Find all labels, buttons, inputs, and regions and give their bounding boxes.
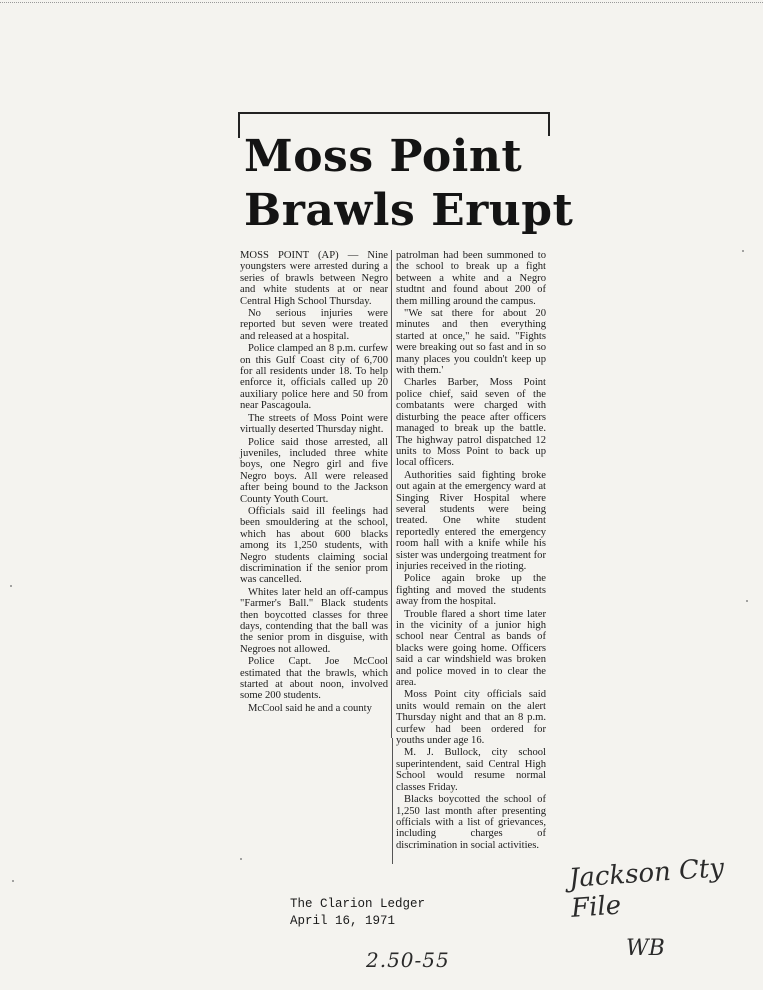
article-paragraph: Police clamped an 8 p.m. curfew on this Gulf Coast city of 6,700 for all residents under 18. To help enforce it, officials called up 20 auxiliary police here and 50 from near Pascagoula.: [240, 343, 388, 412]
article-paragraph: Police Capt. Joe McCool estimated that the brawls, which started at about noon, involved some 200 students.: [240, 656, 388, 702]
clipping-top-border: [238, 112, 550, 114]
article-paragraph: McCool said he and a county: [248, 702, 372, 714]
headline: [244, 130, 574, 238]
scan-speck: [12, 880, 14, 882]
article-paragraph: patrolman had been summoned to the school to break up a fight between a white and a Negro studtnt and found about 200 of them milling around the campus.: [396, 250, 546, 307]
article-paragraph: No serious injuries were reported but seven were treated and released at a hospital.: [240, 308, 388, 342]
handwritten-code: 2.50-55: [366, 948, 450, 972]
article-left-column: [240, 250, 388, 715]
article-paragraph: Police again broke up the fighting and moved the students away from the hospital.: [396, 573, 546, 608]
article-paragraph: The streets of Moss Point were virtually deserted Thursday night.: [240, 412, 388, 436]
scan-speck: [746, 600, 748, 602]
article-right-column: [396, 250, 546, 852]
headline-line-1: Moss Point: [244, 131, 523, 182]
article-paragraph: MOSS POINT (AP) — Nine youngsters were arrested during a series of brawls between Negro and white students at or near Central High School Thursday.: [240, 250, 388, 307]
column-divider: [391, 250, 392, 738]
headline-line-2: Brawls Erupt: [244, 185, 574, 236]
handwritten-file-note: Jackson Cty File: [568, 853, 725, 924]
scan-speck: [742, 250, 744, 252]
clipping-left-border: [238, 112, 240, 138]
article-paragraph: Blacks boycotted the school of 1,250 last month after presenting officials with a list of grievances, including charges of discrimination in social activities.: [396, 794, 546, 851]
article-paragraph: Officials said ill feelings had been smouldering at the school, which has about 600 blacks among its 1,250 students, with Negro students claiming social discrimination if the senior prom was cancelled.: [240, 505, 388, 586]
handwritten-initials: WB: [626, 936, 665, 961]
scan-speck: [240, 858, 242, 860]
article-paragraph: Charles Barber, Moss Point police chief, said seven of the combatants were charged with disturbing the peace after officers managed to break up the battle. The highway patrol dispatched 12 units to Moss Point to back up local officers.: [396, 377, 546, 469]
source-citation: [290, 896, 425, 930]
article-paragraph: Moss Point city officials said units would remain on the alert Thursday night and that an 8 p.m. curfew had been ordered for youths under age 16.: [396, 689, 546, 747]
article-paragraph: Police said those arrested, all juveniles, included three white boys, one Negro girl and five Negro boys. All were released after being bound to the Jackson County Youth Court.: [240, 436, 388, 505]
clipping-right-border: [548, 112, 550, 136]
column-divider-lower: [392, 738, 393, 864]
publication-date: April 16, 1971: [290, 914, 396, 928]
article-paragraph: Whites later held an off-campus "Farmer's Ball." Black students then boycotted classes for three days, contending that the ball was the senior prom in disguise, with Negroes not allowed.: [240, 586, 388, 655]
article-paragraph: Trouble flared a short time later in the vicinity of a junior high school near Central as bands of blacks were going home. Officers said a car windshield was broken and police moved in to clear the area.: [396, 608, 546, 689]
article-paragraph: Authorities said fighting broke out again at the emergency ward at Singing River Hospital where several students were being treated. One white student reportedly entered the emergency room hall with a knife while his sister was undergoing treatment for injuries received in the rioting.: [396, 469, 546, 572]
scan-speck: [10, 585, 12, 587]
top-dotted-rule: [0, 2, 763, 3]
publication-name: The Clarion Ledger: [290, 897, 426, 911]
article-paragraph: M. J. Bullock, city school superintendent, said Central High School would resume normal classes Friday.: [396, 747, 546, 793]
article-paragraph: "We sat there for about 20 minutes and then everything started at once," he said. "Fights were breaking out so fast and in so many places you couldn't keep up with them.': [396, 308, 546, 377]
newspaper-clipping: [238, 112, 574, 864]
